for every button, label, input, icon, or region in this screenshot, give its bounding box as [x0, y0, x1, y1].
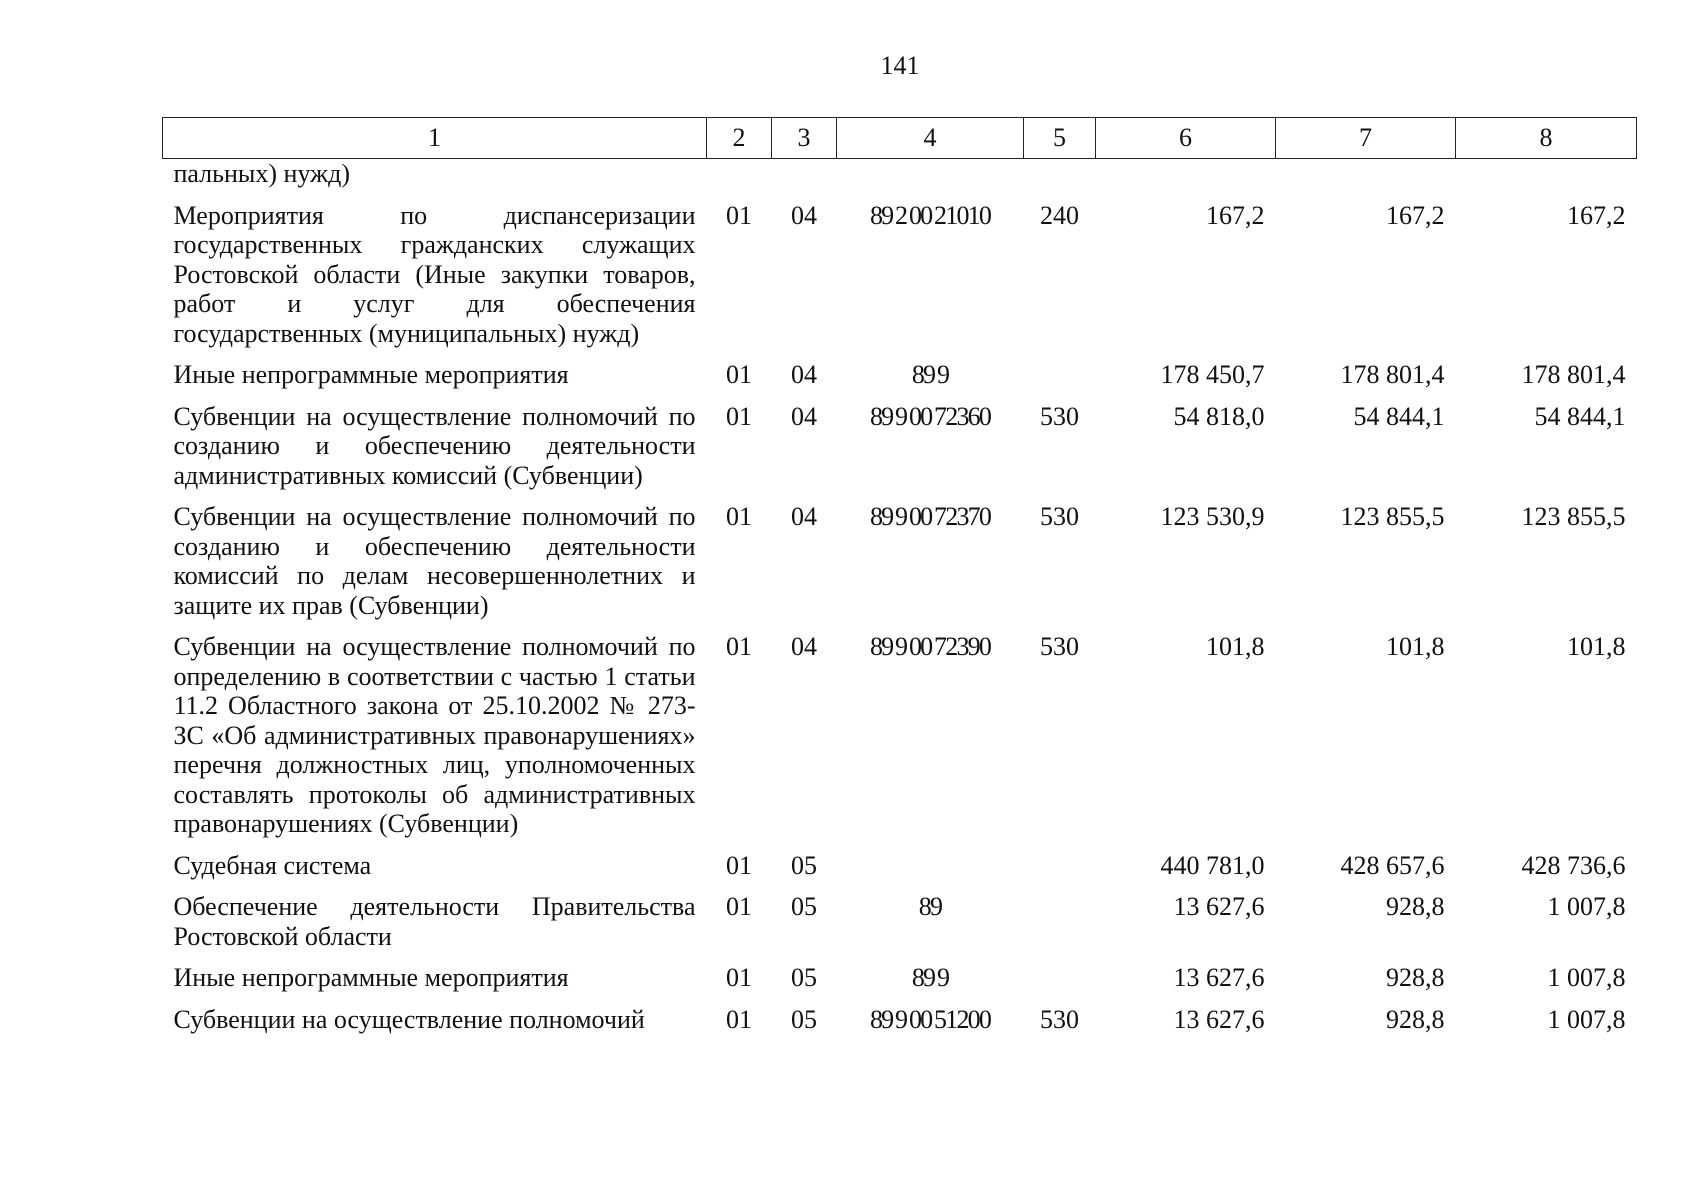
row-amount-8: 1 007,8 [1547, 892, 1626, 921]
row-subsection: 04 [791, 502, 817, 531]
row-section: 01 [726, 850, 752, 880]
row-amount-7: 928,8 [1386, 1004, 1445, 1034]
table-row [163, 851, 1637, 893]
row-target-code: 89 9 00 72370 [869, 502, 991, 531]
row-target-code: 89 [918, 892, 942, 921]
row-expense-type: 530 [1040, 502, 1079, 531]
row-section: 01 [726, 1004, 752, 1034]
table-row [163, 402, 1637, 503]
header-cell-2: 2 [707, 118, 772, 159]
row-amount-7: 178 801,4 [1340, 360, 1445, 389]
row-amount-6: 13 627,6 [1173, 1004, 1265, 1034]
row-expense-type: 530 [1040, 632, 1079, 661]
row-target-code: 89 9 00 72360 [869, 401, 991, 431]
row-name: Иные непрограммные мероприятия [173, 963, 569, 992]
table-row [163, 159, 1637, 201]
header-cell-1: 1 [163, 118, 707, 159]
row-expense-type: 530 [1040, 1004, 1079, 1034]
row-name: пальных) нужд) [173, 159, 350, 188]
row-name: Мероприятия по диспансеризации государственных гражданских служащих Ростовской области (Иные закупки товаров, работ и услуг для обеспечения государственных (муниципальных) нужд) [173, 200, 696, 348]
header-cell-8: 8 [1456, 118, 1637, 159]
row-name: Субвенции на осуществление полномочий по определению в соответствии с частью 1 статьи 11.2 Областного закона от 25.10.2002 № 273-ЗС «Об административных правонарушениях» перечня должностных лиц, уполномоченных составлять протоколы об административных правонарушениях (Субвенции) [173, 632, 696, 838]
row-target-code: 89 2 00 21010 [869, 200, 991, 230]
table-row [163, 360, 1637, 402]
row-amount-6: 123 530,9 [1160, 502, 1265, 531]
row-name: Судебная система [173, 850, 372, 880]
header-cell-6: 6 [1096, 118, 1276, 159]
row-amount-7: 928,8 [1386, 892, 1445, 921]
row-target-code: 89 9 00 51200 [869, 1004, 991, 1034]
row-amount-8: 178 801,4 [1521, 360, 1626, 389]
row-amount-6: 13 627,6 [1173, 963, 1265, 992]
row-amount-8: 167,2 [1567, 200, 1626, 230]
row-expense-type: 530 [1040, 401, 1079, 431]
row-expense-type [1024, 851, 1096, 893]
row-section: 01 [726, 200, 752, 230]
row-subsection: 04 [791, 360, 817, 389]
row-section: 01 [726, 892, 752, 921]
row-amount-7: 54 844,1 [1353, 401, 1445, 431]
row-subsection: 05 [791, 1004, 817, 1034]
header-cell-3: 3 [772, 118, 837, 159]
row-subsection: 05 [791, 892, 817, 921]
row-amount-8: 123 855,5 [1521, 502, 1626, 531]
row-subsection: 04 [791, 632, 817, 661]
row-amount-8 [1456, 159, 1637, 201]
row-subsection: 05 [791, 963, 817, 992]
row-amount-6: 167,2 [1206, 200, 1265, 230]
row-amount-6: 101,8 [1206, 632, 1265, 661]
table-row [163, 1005, 1637, 1047]
row-section: 01 [726, 963, 752, 992]
row-amount-7: 123 855,5 [1340, 502, 1445, 531]
row-amount-7 [1276, 159, 1456, 201]
row-amount-7: 928,8 [1386, 963, 1445, 992]
row-section: 01 [726, 632, 752, 661]
table-row [163, 963, 1637, 1005]
row-section: 01 [726, 401, 752, 431]
row-amount-6: 13 627,6 [1173, 892, 1265, 921]
row-name: Субвенции на осуществление полномочий по созданию и обеспечению деятельности комиссий по делам несовершеннолетних и защите их прав (Субвенции) [173, 502, 696, 620]
row-amount-8: 1 007,8 [1547, 963, 1626, 992]
row-target-code: 89 9 00 72390 [869, 632, 991, 661]
row-target-code: 89 9 [911, 360, 949, 389]
table-row [163, 632, 1637, 851]
header-cell-4: 4 [837, 118, 1024, 159]
row-expense-type: 240 [1040, 200, 1079, 230]
page-number: 141 [880, 51, 920, 80]
page-number-container [0, 50, 1698, 82]
row-amount-8: 101,8 [1567, 632, 1626, 661]
header-cell-7: 7 [1276, 118, 1456, 159]
row-section [707, 159, 772, 201]
row-section: 01 [726, 502, 752, 531]
row-amount-6: 54 818,0 [1173, 401, 1265, 431]
row-expense-type [1024, 159, 1096, 201]
header-cell-5: 5 [1024, 118, 1096, 159]
row-target-code: 89 9 [911, 963, 949, 992]
row-amount-6: 178 450,7 [1160, 360, 1265, 389]
row-target-code [837, 851, 1024, 893]
row-amount-7: 428 657,6 [1340, 850, 1445, 880]
row-expense-type [1024, 963, 1096, 1005]
row-amount-7: 101,8 [1386, 632, 1445, 661]
row-amount-8: 1 007,8 [1547, 1004, 1626, 1034]
row-expense-type [1024, 360, 1096, 402]
row-name: Иные непрограммные мероприятия [173, 360, 569, 389]
row-subsection: 04 [791, 401, 817, 431]
row-subsection: 04 [791, 200, 817, 230]
table-header-row [163, 118, 1637, 159]
row-name: Обеспечение деятельности Правительства Ростовской области [173, 892, 696, 951]
row-amount-8: 428 736,6 [1521, 850, 1626, 880]
table-row [163, 502, 1637, 632]
budget-table [162, 117, 1637, 1046]
row-section: 01 [726, 360, 752, 389]
table-row [163, 201, 1637, 361]
row-amount-6: 440 781,0 [1160, 850, 1265, 880]
row-name: Субвенции на осуществление полномочий [173, 1004, 645, 1034]
row-subsection [772, 159, 837, 201]
row-amount-7: 167,2 [1386, 200, 1445, 230]
row-subsection: 05 [791, 850, 817, 880]
row-amount-8: 54 844,1 [1534, 401, 1626, 431]
table-row [163, 892, 1637, 963]
row-target-code [837, 159, 1024, 201]
row-expense-type [1024, 892, 1096, 963]
row-name: Субвенции на осуществление полномочий по созданию и обеспечению деятельности административных комиссий (Субвенции) [173, 401, 696, 490]
row-amount-6 [1096, 159, 1276, 201]
